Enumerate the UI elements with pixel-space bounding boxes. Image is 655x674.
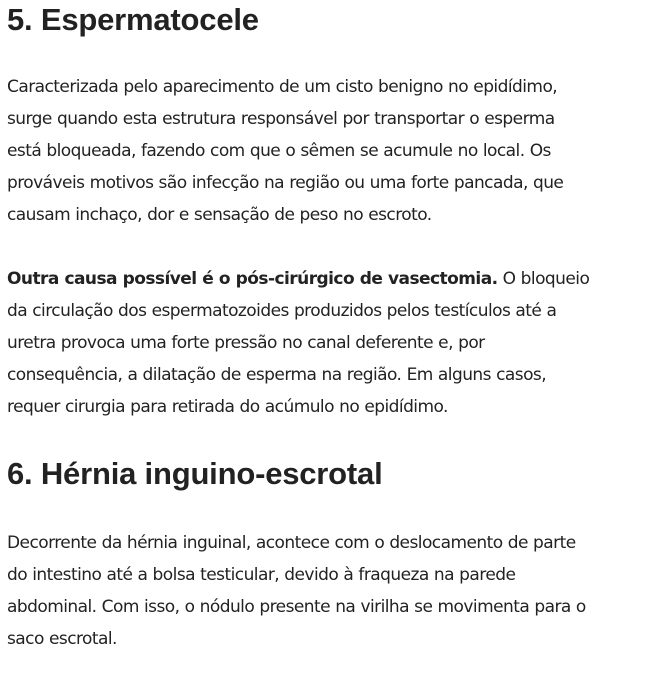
text-line: Caracterizada pelo aparecimento de um cisto benigno no epidídimo, <box>7 77 558 97</box>
text-line: requer cirurgia para retirada do acúmulo no epidídimo. <box>7 397 448 417</box>
paragraph-hernia-description <box>7 527 586 655</box>
text-line: do intestino até a bolsa testicular, devido à fraqueza na parede <box>7 565 516 585</box>
text-line: consequência, a dilatação de esperma na região. Em alguns casos, <box>7 365 547 385</box>
section-heading-espermatocele: 5. Espermatocele <box>7 2 259 37</box>
text-line-rest: O bloqueio <box>497 269 590 289</box>
text-line: saco escrotal. <box>7 629 117 649</box>
paragraph-vasectomia-cause <box>7 263 589 423</box>
text-line <box>7 263 589 295</box>
text-line: abdominal. Com isso, o nódulo presente na virilha se movimenta para o <box>7 597 586 617</box>
section-heading-hernia-inguino-escrotal: 6. Hérnia inguino-escrotal <box>7 456 383 491</box>
text-line: causam inchaço, dor e sensação de peso no escroto. <box>7 205 432 225</box>
text-line: uretra provoca uma forte pressão no canal deferente e, por <box>7 333 485 353</box>
text-line: prováveis motivos são infecção na região ou uma forte pancada, que <box>7 173 564 193</box>
bold-lead-sentence: Outra causa possível é o pós-cirúrgico de vasectomia. <box>7 269 498 289</box>
paragraph-espermatocele-description <box>7 71 563 231</box>
text-line: está bloqueada, fazendo com que o sêmen se acumule no local. Os <box>7 141 551 161</box>
text-line: surge quando esta estrutura responsável por transportar o esperma <box>7 109 555 129</box>
text-line: Decorrente da hérnia inguinal, acontece com o deslocamento de parte <box>7 533 576 553</box>
text-line: da circulação dos espermatozoides produzidos pelos testículos até a <box>7 301 557 321</box>
